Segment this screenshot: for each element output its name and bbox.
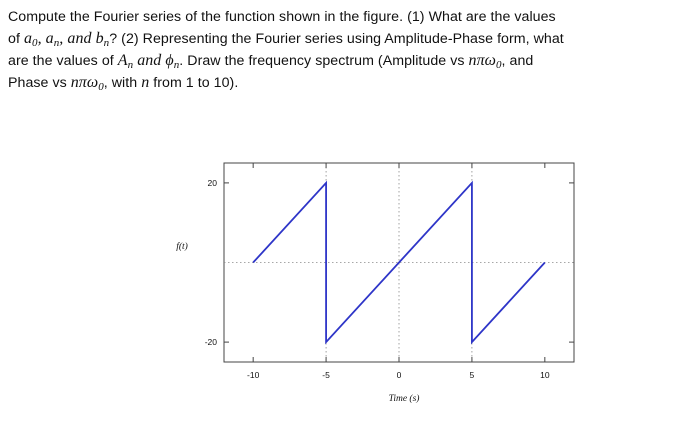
math-letter: a [45,30,54,47]
math-letter: A [117,52,128,69]
x-tick-label: -10 [247,370,260,380]
question-text-segment: from 1 to 10). [149,75,239,91]
x-tick-label: 0 [396,370,402,380]
y-tick-label: 20 [207,177,217,188]
math-letter: nπω [468,52,496,69]
question-text-segment: are the values of [8,53,118,69]
question-text-segment: Compute the Fourier series of the function shown in the figure. (1) What are the values [8,9,556,25]
question-text-segment: . Draw the frequency spectrum (Amplitude vs [179,53,469,69]
math-subscript: n [173,59,180,71]
math-subscript: 0 [495,59,502,71]
x-tick-label: -5 [322,370,330,380]
tick-labels [205,178,550,380]
math-subscript: 0 [98,81,104,93]
math-letter: ϕ [165,52,174,69]
question-text-segment: of [8,31,24,47]
question-text-segment: , with [103,75,142,91]
math-subscript: 0 [32,37,38,49]
math-subscript: n [103,37,110,49]
math-separator: and [133,52,166,69]
question-text-segment: ? (2) Representing the Fourier series using Amplitude-Phase form, what [109,31,564,47]
x-tick-label: 10 [540,370,550,380]
math-letter: b [95,30,104,47]
y-tick-label: -20 [204,337,217,348]
math-separator: , [37,30,46,47]
math-letter: nπω [70,74,99,91]
math-subscript: n [53,37,60,49]
math-subscript: n [127,59,134,71]
y-axis-label: f(t) [176,242,188,252]
question-text-segment: Phase vs [8,75,71,91]
math-letter: a [23,30,32,47]
x-tick-label: 5 [469,370,475,380]
x-axis-label: Time (s) [388,394,420,404]
math-letter: n [141,74,150,91]
question-text-segment: , and [501,53,534,69]
math-separator: , and [59,30,96,47]
